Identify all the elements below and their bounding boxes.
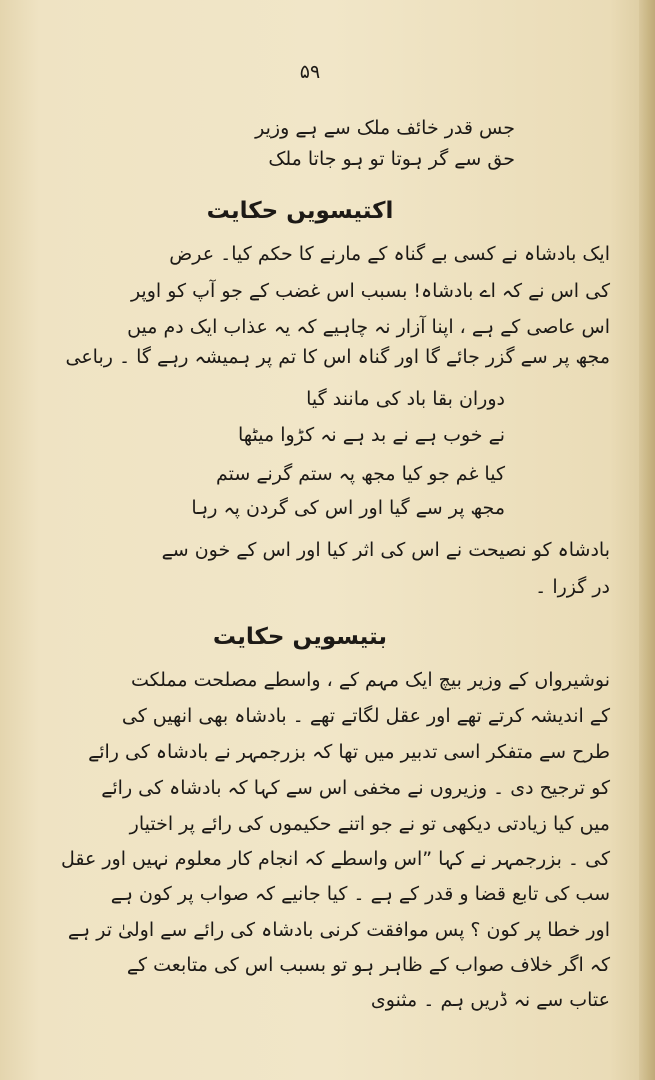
paragraph-line: ایک بادشاہ نے کسی بے گناہ کے مارنے کا حکم کیا۔ عرض xyxy=(169,243,610,265)
paragraph-line: مجھ پر سے گزر جائے گا اور گناہ اس کا تم پر ہمیشہ رہے گا ۔ رباعی xyxy=(65,346,610,368)
rubai-line: مجھ پر سے گیا اور اس کی گردن پہ رہا xyxy=(191,497,505,519)
story-32-title: بتیسویں حکایت xyxy=(212,624,388,650)
paragraph-line: کو ترجیح دی ۔ وزیروں نے مخفی اس سے کہا کہ بادشاہ کی رائے xyxy=(101,777,610,799)
paragraph-line: کی ۔ بزرجمہر نے کہا ”اس واسطے کہ انجام کار معلوم نہیں اور عقل xyxy=(61,848,610,870)
rubai-line: دوران بقا باد کی مانند گیا xyxy=(306,388,505,410)
story-31-title: اکتیسویں حکایت xyxy=(206,198,394,224)
paragraph-line: سب کی تابع قضا و قدر کے ہے ۔ کیا جانیے کہ صواب پر کون ہے xyxy=(110,883,610,905)
paragraph-line: طرح سے متفکر اسی تدبیر میں تھا کہ بزرجمہر نے بادشاہ کی رائے xyxy=(88,741,610,763)
paragraph-line: در گزرا ۔ xyxy=(535,576,610,598)
rubai-line: کیا غم جو کیا مجھ پہ ستم گرنے ستم xyxy=(215,463,505,485)
paragraph-line: اور خطا پر کون ؟ پس موافقت کرنی بادشاہ کی رائے سے اولیٰ تر ہے xyxy=(67,919,610,941)
paragraph-line: نوشیرواں کے وزیر بیچ ایک مہم کے ، واسطے مصلحت مملکت xyxy=(130,669,610,691)
paragraph-line: کے اندیشہ کرتے تھے اور عقل لگاتے تھے ۔ بادشاہ بھی انھیں کی xyxy=(121,705,610,727)
paragraph-line: کہ اگر خلاف صواب کے ظاہر ہو تو بسبب اس کی متابعت کے xyxy=(126,954,610,976)
verse-line: جس قدر خائف ملک سے ہے وزیر xyxy=(255,117,515,139)
paragraph-line: کی اس نے کہ اے بادشاہ! بسبب اس غضب کے جو آپ کو اوپر xyxy=(130,280,610,302)
paragraph-line: بادشاہ کو نصیحت نے اس کی اثر کیا اور اس کے خون سے xyxy=(161,539,610,561)
paragraph-line: عتاب سے نہ ڈریں ہم ۔ مثنوی xyxy=(370,989,610,1011)
verse-line: حق سے گر ہوتا تو ہو جاتا ملک xyxy=(268,148,515,170)
rubai-line: نے خوب ہے نے بد ہے نہ کڑوا میٹھا xyxy=(238,424,505,446)
paragraph-line: میں کیا زیادتی دیکھی تو نے جو اتنے حکیموں کی رائے پر اختیار xyxy=(129,813,610,835)
paragraph-line: اس عاصی کے ہے ، اپنا آزار نہ چاہیے کہ یہ عذاب ایک دم میں xyxy=(127,316,610,338)
page-number: ۵۹ xyxy=(299,61,321,83)
page-edge xyxy=(639,0,655,1080)
